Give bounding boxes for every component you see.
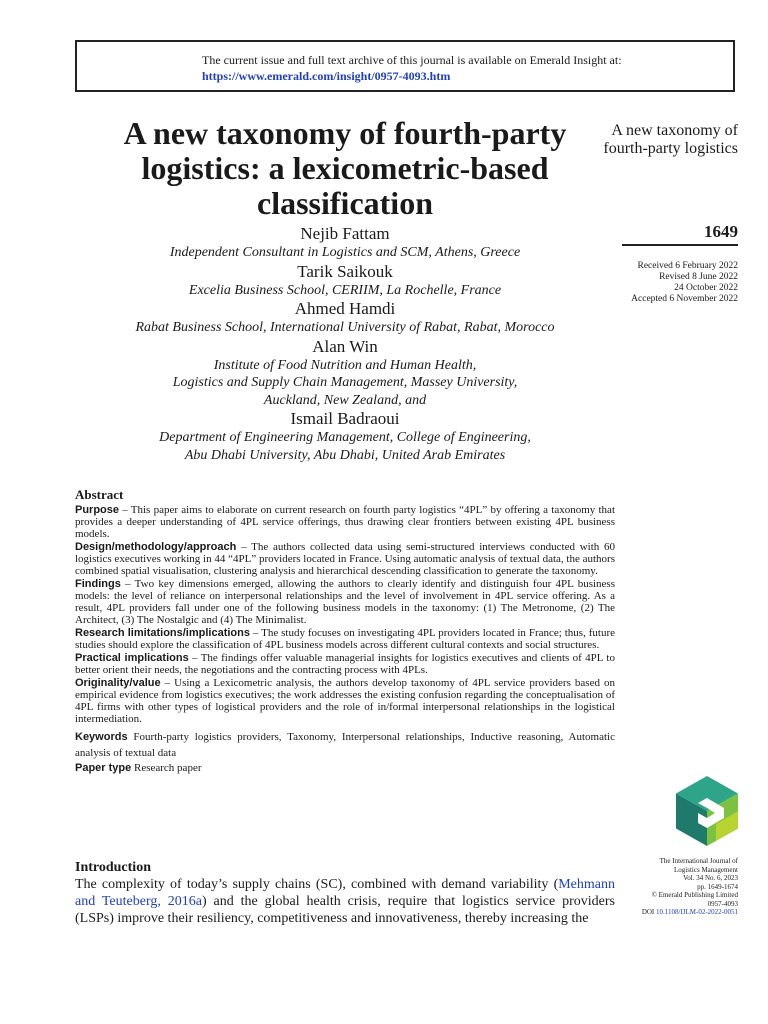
author-affiliation: Institute of Food Nutrition and Human Health, xyxy=(213,357,477,373)
revised-date-2: 24 October 2022 xyxy=(674,283,738,293)
author-affiliation: Department of Engineering Management, College of Engineering, xyxy=(159,430,531,445)
author-affiliation: Independent Consultant in Logistics and SCM, Athens, Greece xyxy=(169,245,521,260)
journal-volume: Vol. 34 No. 6, 2023 xyxy=(683,874,738,882)
paper-title: A new taxonomy of fourth-party logistics: a lexicometric-based classification xyxy=(123,115,567,221)
abstract-section xyxy=(75,489,615,775)
abstract-keywords xyxy=(75,729,615,761)
introduction-heading: Introduction xyxy=(75,860,151,875)
divider xyxy=(622,244,738,246)
received-date: Received 6 February 2022 xyxy=(637,261,738,271)
doi-link[interactable]: 10.1108/IJLM-02-2022-0051 xyxy=(656,908,738,916)
article-dates xyxy=(600,261,738,305)
design-text: – The authors collected data using semi-structured interviews conducted with 60 logistics executives working in 44 “4PL” providers located in France. Using automatic analysis of textual data, the authors combined spatial visualisation, clustering analysis and hierarchical descending classification to generate the taxonomy. xyxy=(75,541,615,577)
author-name: Nejib Fattam xyxy=(300,224,390,243)
purpose-label: Purpose xyxy=(75,504,120,516)
abstract-design xyxy=(75,541,615,577)
practical-text: – The findings offer valuable managerial insights for logistics executives and clients of 4PL to better orient their needs, the negotiations and the contracting process with 4PLs. xyxy=(75,652,615,676)
keywords-label: Keywords xyxy=(75,731,128,743)
author-affiliation: Excelia Business School, CERIIM, La Rochelle, France xyxy=(188,282,502,298)
abstract-findings xyxy=(75,578,615,626)
author-list xyxy=(70,224,620,464)
journal-pages: pp. 1649-1674 xyxy=(697,882,738,891)
page-number: 1649 xyxy=(704,222,738,241)
archive-notice-text: The current issue and full text archive of this journal is available on Emerald Insight at: xyxy=(202,53,622,67)
journal-doi xyxy=(600,908,738,917)
archive-notice xyxy=(202,52,622,84)
accepted-date: Accepted 6 November 2022 xyxy=(631,294,738,304)
author-name: Tarik Saikouk xyxy=(297,261,393,281)
abstract-limitations xyxy=(75,627,615,651)
emerald-logo-icon xyxy=(676,776,738,846)
originality-text: – Using a Lexicometric analysis, the authors develop taxonomy of 4PL service providers based on empirical evidence from logistics executives; the work addresses the existing confusion regarding the conceptualisation of 4PL firms with other types of logistical providers and the role of in/formal interpersonal relationships in the logistical intermediation. xyxy=(75,677,615,725)
abstract-practical xyxy=(75,652,615,676)
author-affiliation: Abu Dhabi University, Abu Dhabi, United Arab Emirates xyxy=(184,447,506,463)
author-affiliation: Rabat Business School, International University of Rabat, Rabat, Morocco xyxy=(135,320,555,335)
findings-text: – Two key dimensions emerged, allowing the authors to clearly identify and distinguish four 4PL business models: the level of reliance on interpersonal relationships and the level of involvement in 4PL service offering. As a result, 4PL providers fall under one of the following business models in the taxonomy: (1) The Metronome, (2) The Architect, (3) The Nostalgic and (4) The Minimalist. xyxy=(75,578,615,626)
originality-label: Originality/value xyxy=(75,677,161,689)
abstract-purpose xyxy=(75,504,615,540)
abstract-originality xyxy=(75,677,615,725)
paper-type-label: Paper type xyxy=(75,762,132,774)
journal-issn: 0957-4093 xyxy=(707,899,738,908)
intro-text-before: The complexity of today’s supply chains (SC), combined with demand variability ( xyxy=(75,877,559,892)
abstract-heading: Abstract xyxy=(75,487,124,502)
archive-notice-box xyxy=(75,40,735,92)
author-name: Ahmed Hamdi xyxy=(294,299,396,318)
limitations-label: Research limitations/implications xyxy=(75,627,250,639)
journal-copyright: © Emerald Publishing Limited xyxy=(651,891,738,899)
abstract-paper-type xyxy=(75,762,615,774)
practical-label: Practical implications xyxy=(75,652,189,664)
keywords-text: Fourth-party logistics providers, Taxonomy, Interpersonal relationships, Inductive reasoning, Automatic analysis of textual data xyxy=(75,731,615,759)
journal-info xyxy=(600,857,738,917)
paper-type-text: Research paper xyxy=(131,762,202,774)
citation-link[interactable]: Mehmann and Teuteberg, 2016a xyxy=(75,877,615,909)
intro-text-after: ) and the global health crisis, require that logistics service providers (LSPs) improve their resiliency, competitiveness and innovativeness, thereby increasing the xyxy=(75,894,615,926)
revised-date: Revised 8 June 2022 xyxy=(659,272,738,282)
introduction-section xyxy=(75,860,615,927)
author-name: Ismail Badraoui xyxy=(290,409,400,428)
limitations-text: – The study focuses on investigating 4PL providers located in France; thus, future studies should explore the classification of 4PL business models across different cultural contexts and social structures. xyxy=(75,627,615,651)
journal-name-line-2: Logistics Management xyxy=(674,865,738,874)
doi-label: DOI xyxy=(641,908,655,916)
introduction-paragraph xyxy=(75,876,615,927)
findings-label: Findings xyxy=(75,578,121,590)
design-label: Design/methodology/approach xyxy=(75,541,237,553)
archive-link[interactable]: https://www.emerald.com/insight/0957-4093.htm xyxy=(202,69,451,83)
author-affiliation: Auckland, New Zealand, and xyxy=(263,392,427,408)
journal-name-line-1: The International Journal of xyxy=(659,857,738,865)
purpose-text: – This paper aims to elaborate on current research on fourth party logistics “4PL” by offering a taxonomy that provides a deeper understanding of 4PL service offerings, thus drawing clear frontiers between existing 4PL business models. xyxy=(75,504,615,540)
author-name: Alan Win xyxy=(312,336,378,356)
running-title: A new taxonomy of fourth-party logistics xyxy=(603,122,738,157)
author-affiliation: Logistics and Supply Chain Management, Massey University, xyxy=(172,375,518,390)
